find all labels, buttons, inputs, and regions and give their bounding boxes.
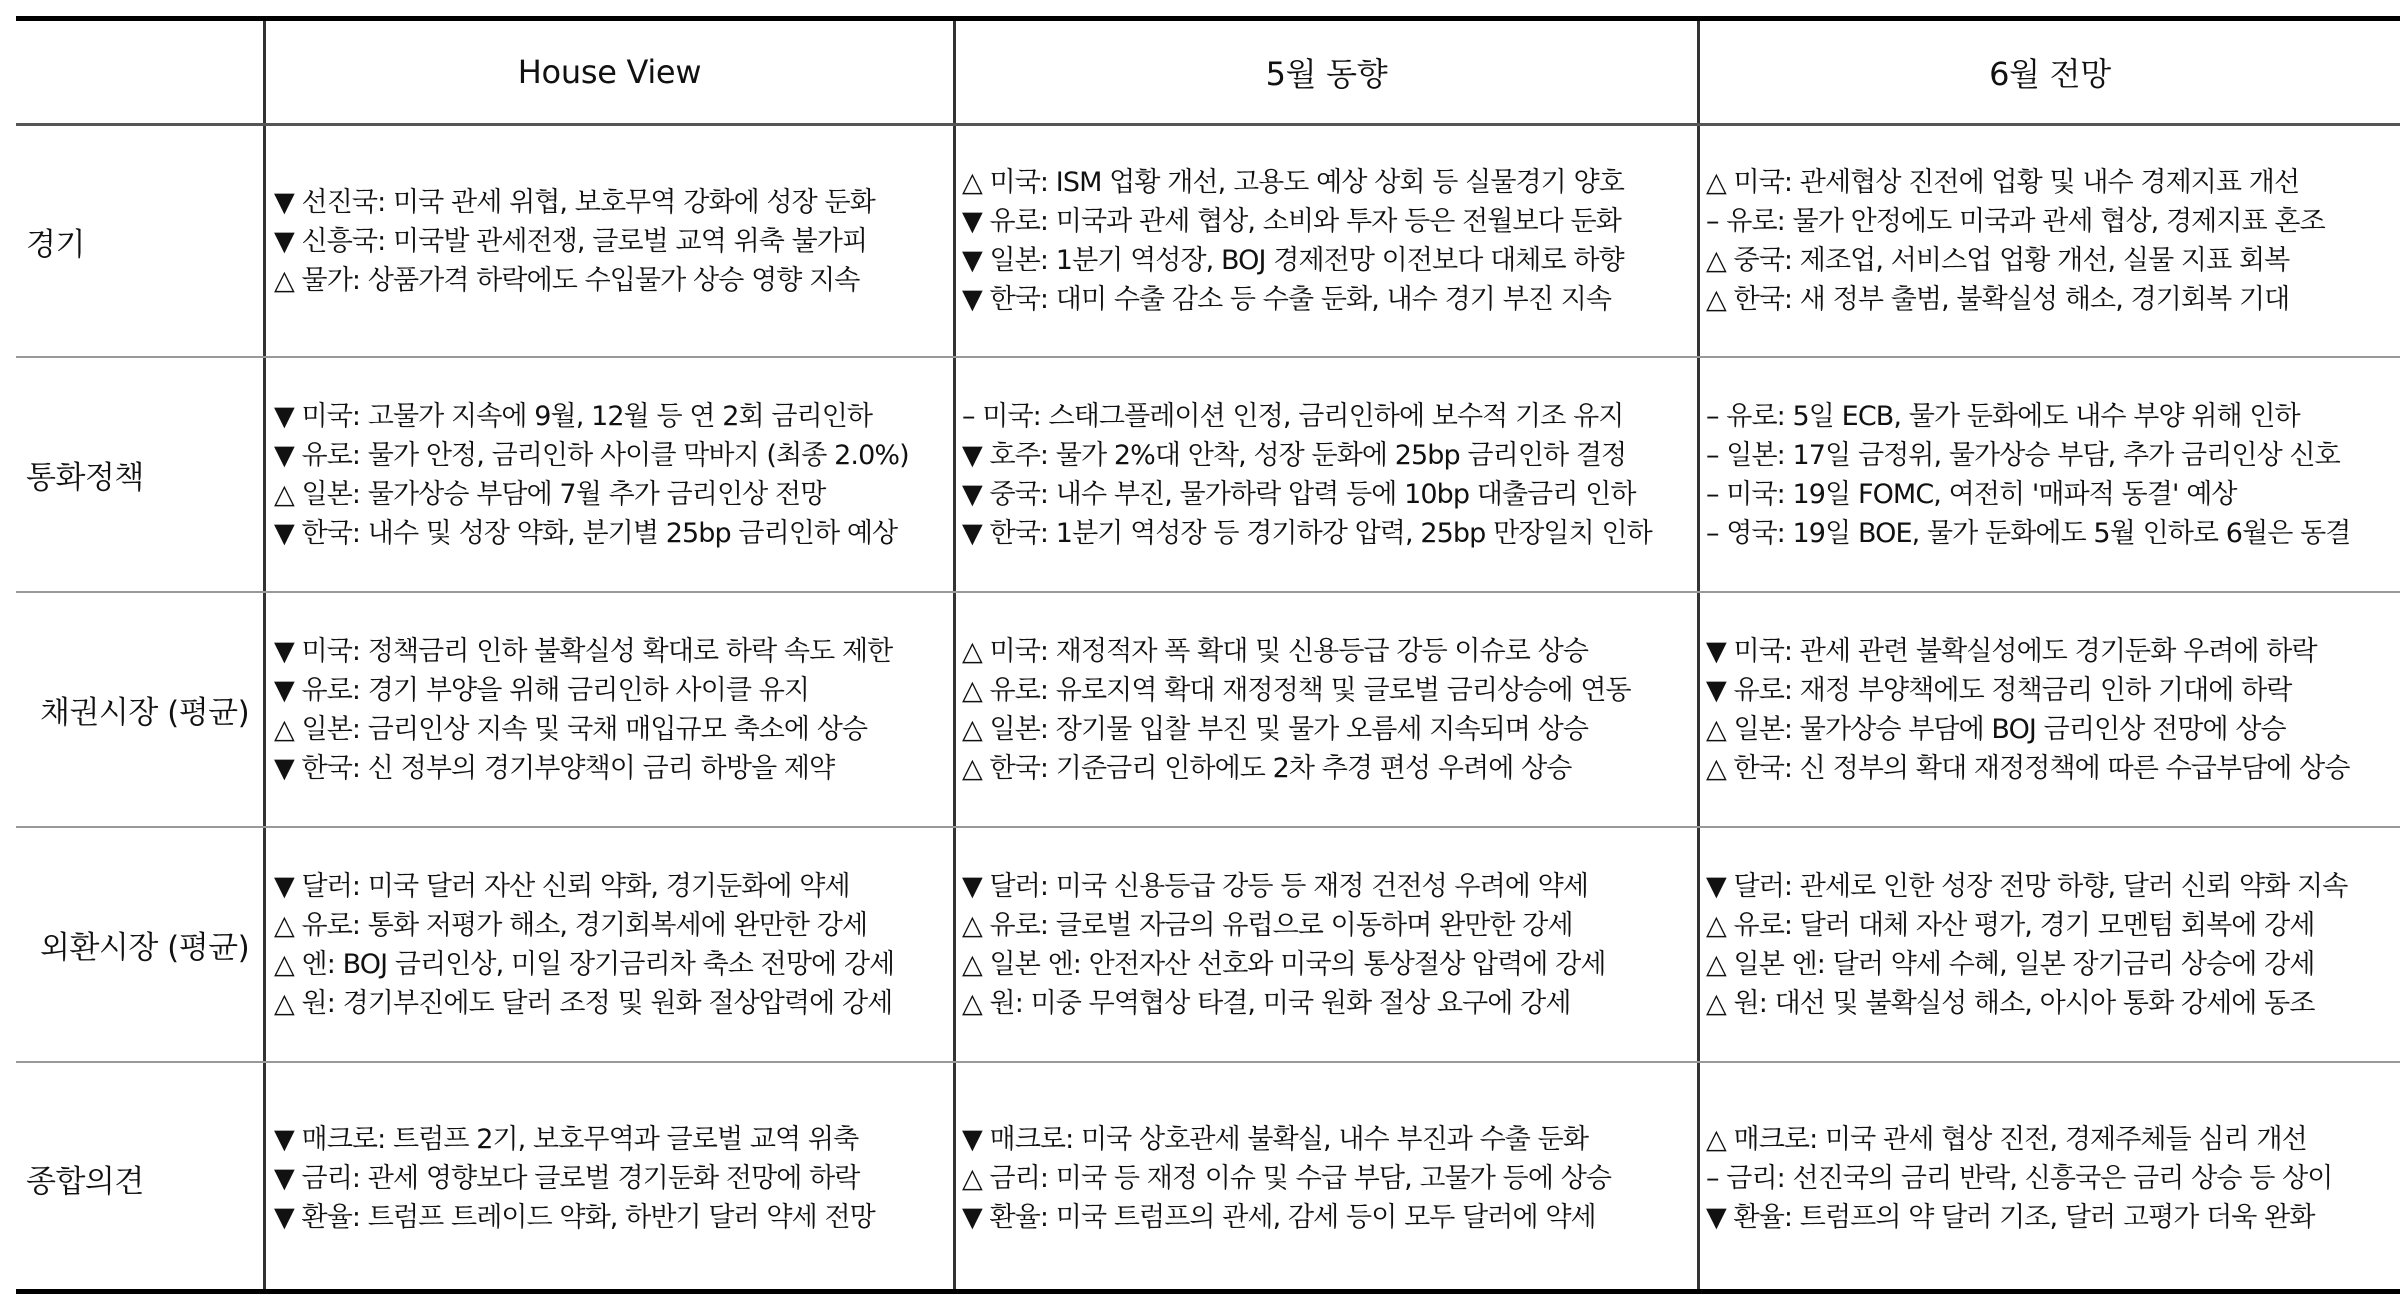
cell-summary-june — [1706, 1063, 2332, 1294]
list-item: ▼ 호주: 물가 2%대 안착, 성장 둔화에 25bp 금리인하 결정 — [962, 439, 1627, 471]
list-item: ▼ 달러: 미국 신용등급 강등 등 재정 건전성 우려에 약세 — [962, 870, 1589, 902]
header-june-outlook: 6월 전망 — [1989, 55, 2111, 93]
list-item: △ 금리: 미국 등 재정 이슈 및 수급 부담, 고물가 등에 상승 — [962, 1163, 1612, 1194]
list-item: – 금리: 선진국의 금리 반락, 신흥국은 금리 상승 등 상이 — [1706, 1163, 2333, 1194]
column-divider — [263, 21, 266, 1289]
list-item: △ 일본: 물가상승 부담에 7월 추가 금리인상 전망 — [274, 478, 826, 510]
list-item: ▼ 선진국: 미국 관세 위협, 보호무역 강화에 성장 둔화 — [274, 186, 875, 218]
list-item: ▼ 중국: 내수 부진, 물가하락 압력 등에 10bp 대출금리 인하 — [962, 478, 1636, 510]
cell-bond-june — [1706, 593, 2350, 826]
list-item: – 유로: 5일 ECB, 물가 둔화에도 내수 부양 위해 인하 — [1706, 400, 2300, 432]
list-item: ▼ 일본: 1분기 역성장, BOJ 경제전망 이전보다 대체로 하향 — [962, 245, 1624, 276]
header-may-trend: 5월 동향 — [1265, 55, 1388, 93]
list-item: ▼ 유로: 미국과 관세 협상, 소비와 투자 등은 전월보다 둔화 — [962, 206, 1621, 237]
column-divider — [1697, 21, 1700, 1289]
cell-economy-may — [962, 126, 1624, 356]
list-item: △ 원: 미중 무역협상 타결, 미국 원화 절상 요구에 강세 — [962, 987, 1571, 1019]
list-item: △ 중국: 제조업, 서비스업 업황 개선, 실물 지표 회복 — [1706, 245, 2290, 276]
list-item: ▼ 한국: 1분기 역성장 등 경기하강 압력, 25bp 만장일치 인하 — [962, 517, 1652, 549]
header-corner — [16, 21, 263, 123]
list-item: ▼ 유로: 물가 안정, 금리인하 사이클 막바지 (최종 2.0%) — [274, 439, 909, 471]
list-item: ▼ 금리: 관세 영향보다 글로벌 경기둔화 전망에 하락 — [274, 1163, 860, 1194]
list-item: △ 원: 대선 및 불확실성 해소, 아시아 통화 강세에 동조 — [1706, 987, 2315, 1019]
row-label-summary: 종합의견 — [26, 1164, 144, 1200]
list-item: △ 매크로: 미국 관세 협상 진전, 경제주체들 심리 개선 — [1706, 1124, 2307, 1155]
list-item: △ 미국: 관세협상 진전에 업황 및 내수 경제지표 개선 — [1706, 167, 2300, 198]
column-divider — [953, 21, 956, 1289]
list-item: – 영국: 19일 BOE, 물가 둔화에도 5월 인하로 6월은 동결 — [1706, 517, 2351, 549]
list-item: ▼ 매크로: 미국 상호관세 불확실, 내수 부진과 수출 둔화 — [962, 1124, 1589, 1155]
list-item: △ 유로: 유로지역 확대 재정정책 및 글로벌 금리상승에 연동 — [962, 674, 1631, 706]
cell-economy-house-view — [274, 126, 875, 356]
list-item: – 유로: 물가 안정에도 미국과 관세 협상, 경제지표 혼조 — [1706, 206, 2325, 237]
list-item: △ 한국: 신 정부의 확대 재정정책에 따른 수급부담에 상승 — [1706, 752, 2350, 784]
list-item: – 일본: 17일 금정위, 물가상승 부담, 추가 금리인상 신호 — [1706, 439, 2340, 471]
list-item: △ 미국: ISM 업황 개선, 고용도 예상 상회 등 실물경기 양호 — [962, 167, 1624, 198]
list-item: ▼ 달러: 미국 달러 자산 신뢰 약화, 경기둔화에 약세 — [274, 870, 850, 902]
list-item: ▼ 한국: 대미 수출 감소 등 수출 둔화, 내수 경기 부진 지속 — [962, 284, 1612, 315]
cell-bond-may — [962, 593, 1631, 826]
list-item: ▼ 미국: 고물가 지속에 9월, 12월 등 연 2회 금리인하 — [274, 400, 873, 432]
list-item: ▼ 유로: 경기 부양을 위해 금리인하 사이클 유지 — [274, 674, 810, 706]
list-item: – 미국: 스태그플레이션 인정, 금리인하에 보수적 기조 유지 — [962, 400, 1624, 432]
list-item: ▼ 환율: 트럼프 트레이드 약화, 하반기 달러 약세 전망 — [274, 1202, 875, 1233]
list-item: △ 원: 경기부진에도 달러 조정 및 원화 절상압력에 강세 — [274, 987, 893, 1019]
cell-fx-june — [1706, 828, 2347, 1061]
list-item: △ 일본: 장기물 입찰 부진 및 물가 오름세 지속되며 상승 — [962, 713, 1589, 745]
list-item: – 미국: 19일 FOMC, 여전히 '매파적 동결' 예상 — [1706, 478, 2237, 510]
list-item: △ 일본 엔: 안전자산 선호와 미국의 통상절상 압력에 강세 — [962, 948, 1606, 980]
row-label-monetary-policy: 통화정책 — [26, 460, 144, 496]
list-item: △ 일본: 물가상승 부담에 BOJ 금리인상 전망에 상승 — [1706, 713, 2286, 745]
list-item: ▼ 미국: 정책금리 인하 불확실성 확대로 하락 속도 제한 — [274, 635, 893, 667]
list-item: △ 유로: 통화 저평가 해소, 경기회복세에 완만한 강세 — [274, 909, 868, 941]
list-item: △ 엔: BOJ 금리인상, 미일 장기금리차 축소 전망에 강세 — [274, 948, 895, 980]
list-item: ▼ 미국: 관세 관련 불확실성에도 경기둔화 우려에 하락 — [1706, 635, 2317, 667]
list-item: ▼ 유로: 재정 부양책에도 정책금리 인하 기대에 하락 — [1706, 674, 2292, 706]
header-house-view: House View — [517, 53, 702, 91]
market-outlook-table — [16, 16, 2400, 1294]
cell-monetary-may — [962, 358, 1652, 591]
list-item: △ 물가: 상품가격 하락에도 수입물가 상승 영향 지속 — [274, 264, 860, 296]
list-item: △ 유로: 글로벌 자금의 유럽으로 이동하며 완만한 강세 — [962, 909, 1573, 941]
cell-monetary-june — [1706, 358, 2351, 591]
cell-bond-house-view — [274, 593, 892, 826]
list-item: ▼ 환율: 미국 트럼프의 관세, 감세 등이 모두 달러에 약세 — [962, 1202, 1596, 1233]
cell-monetary-house-view — [274, 358, 909, 591]
list-item: ▼ 환율: 트럼프의 약 달러 기조, 달러 고평가 더욱 완화 — [1706, 1202, 2315, 1233]
cell-economy-june — [1706, 126, 2325, 356]
list-item: ▼ 신흥국: 미국발 관세전쟁, 글로벌 교역 위축 불가피 — [274, 225, 868, 257]
row-label-economy: 경기 — [26, 226, 85, 263]
row-label-fx-market: 외환시장 (평균) — [40, 930, 250, 966]
list-item: ▼ 매크로: 트럼프 2기, 보호무역과 글로벌 교역 위축 — [274, 1124, 859, 1155]
list-item: △ 일본: 금리인상 지속 및 국채 매입규모 축소에 상승 — [274, 713, 868, 745]
list-item: △ 일본 엔: 달러 약세 수혜, 일본 장기금리 상승에 강세 — [1706, 948, 2315, 980]
list-item: △ 한국: 새 정부 출범, 불확실성 해소, 경기회복 기대 — [1706, 284, 2290, 315]
list-item: △ 한국: 기준금리 인하에도 2차 추경 편성 우려에 상승 — [962, 752, 1572, 784]
row-label-bond-market: 채권시장 (평균) — [40, 695, 250, 731]
cell-summary-house-view — [274, 1063, 875, 1294]
cell-summary-may — [962, 1063, 1611, 1294]
list-item: ▼ 한국: 내수 및 성장 약화, 분기별 25bp 금리인하 예상 — [274, 517, 898, 549]
cell-fx-house-view — [274, 828, 894, 1061]
list-item: △ 유로: 달러 대체 자산 평가, 경기 모멘텀 회복에 강세 — [1706, 909, 2315, 941]
list-item: △ 미국: 재정적자 폭 확대 및 신용등급 강등 이슈로 상승 — [962, 635, 1589, 667]
list-item: ▼ 달러: 관세로 인한 성장 전망 하향, 달러 신뢰 약화 지속 — [1706, 870, 2348, 902]
cell-fx-may — [962, 828, 1606, 1061]
list-item: ▼ 한국: 신 정부의 경기부양책이 금리 하방을 제약 — [274, 752, 835, 784]
